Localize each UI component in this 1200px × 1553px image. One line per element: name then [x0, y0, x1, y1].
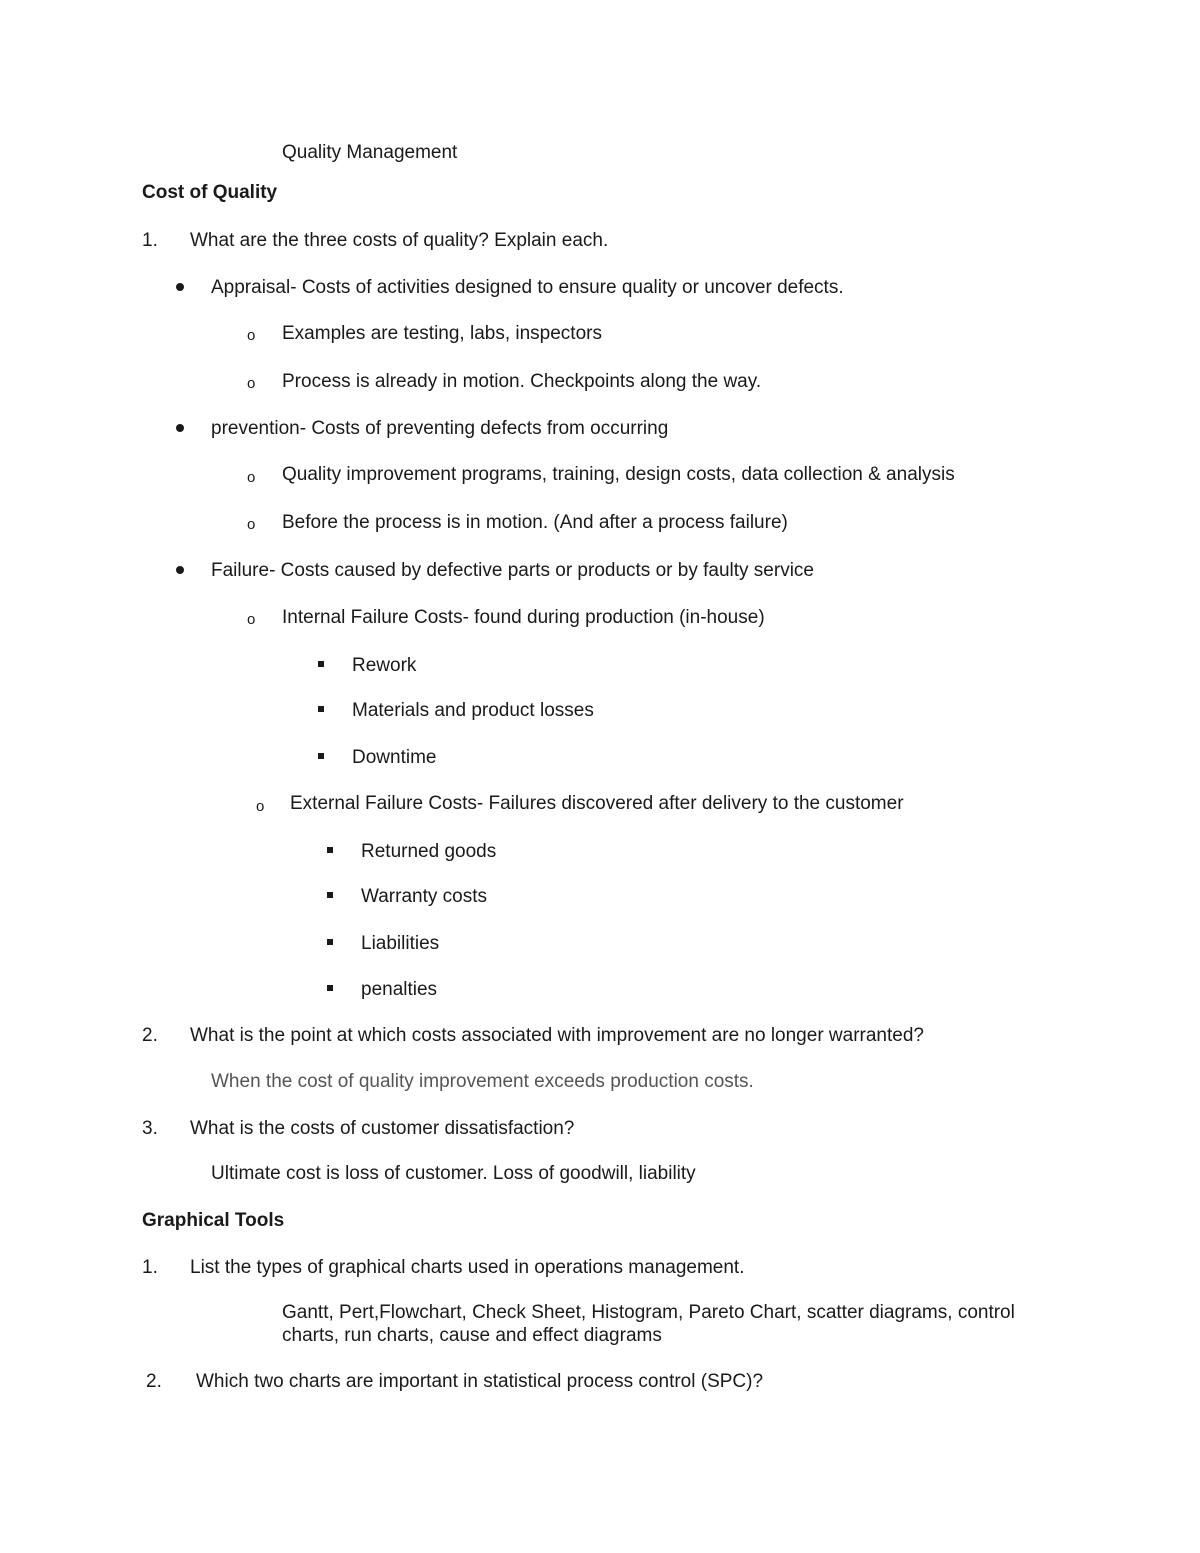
- square-bullet: [318, 753, 324, 759]
- sub-item: Before the process is in motion. (And after a process failure): [282, 512, 788, 533]
- section-heading-cost-of-quality: Cost of Quality: [142, 182, 278, 203]
- list-item: penalties: [361, 979, 438, 1000]
- square-bullet: [327, 892, 333, 898]
- question-number: 1.: [142, 230, 158, 251]
- sub-bullet-o: o: [247, 327, 256, 344]
- sub-item: Process is already in motion. Checkpoints along the way.: [282, 371, 762, 392]
- sub-bullet-o: o: [256, 798, 265, 815]
- sub-bullet-o: o: [247, 611, 256, 628]
- list-item: Rework: [352, 655, 417, 676]
- sub-bullet-o: o: [247, 375, 256, 392]
- answer-text: Ultimate cost is loss of customer. Loss of goodwill, liability: [211, 1163, 696, 1184]
- sub-item-internal: Internal Failure Costs- found during production (in-house): [282, 607, 765, 628]
- sub-item: Quality improvement programs, training, design costs, data collection & analysis: [282, 464, 955, 485]
- question-text: What is the point at which costs associated with improvement are no longer warranted?: [190, 1025, 924, 1046]
- bullet-dot: [176, 283, 184, 291]
- square-bullet: [318, 661, 324, 667]
- sub-item: Examples are testing, labs, inspectors: [282, 323, 602, 344]
- question-text: What is the costs of customer dissatisfaction?: [190, 1118, 575, 1139]
- question-text: List the types of graphical charts used in operations management.: [190, 1257, 745, 1278]
- bullet-dot: [176, 424, 184, 432]
- list-item: Liabilities: [361, 933, 440, 954]
- square-bullet: [327, 847, 333, 853]
- list-item: Materials and product losses: [352, 700, 594, 721]
- question-text: What are the three costs of quality? Explain each.: [190, 230, 609, 251]
- question-number: 2.: [146, 1371, 162, 1392]
- bullet-appraisal: Appraisal- Costs of activities designed to ensure quality or uncover defects.: [211, 277, 844, 298]
- sub-bullet-o: o: [247, 469, 256, 486]
- answer-text: Gantt, Pert,Flowchart, Check Sheet, Histogram, Pareto Chart, scatter diagrams, control charts, run charts, cause and effect diagrams: [282, 1302, 1015, 1346]
- question-number: 2.: [142, 1025, 158, 1046]
- question-number: 1.: [142, 1257, 158, 1278]
- question-number: 3.: [142, 1118, 158, 1139]
- square-bullet: [327, 939, 333, 945]
- list-item: Downtime: [352, 747, 437, 768]
- section-heading-graphical-tools: Graphical Tools: [142, 1210, 285, 1231]
- sub-item-external: External Failure Costs- Failures discovered after delivery to the customer: [290, 793, 904, 814]
- bullet-failure: Failure- Costs caused by defective parts or products or by faulty service: [211, 560, 814, 581]
- square-bullet: [327, 985, 333, 991]
- bullet-dot: [176, 566, 184, 574]
- answer-text: When the cost of quality improvement exceeds production costs.: [211, 1071, 754, 1092]
- bullet-prevention: prevention- Costs of preventing defects from occurring: [211, 418, 669, 439]
- document-title: Quality Management: [282, 142, 458, 163]
- question-text: Which two charts are important in statistical process control (SPC)?: [196, 1371, 764, 1392]
- sub-bullet-o: o: [247, 516, 256, 533]
- list-item: Returned goods: [361, 841, 497, 862]
- list-item: Warranty costs: [361, 886, 487, 907]
- square-bullet: [318, 706, 324, 712]
